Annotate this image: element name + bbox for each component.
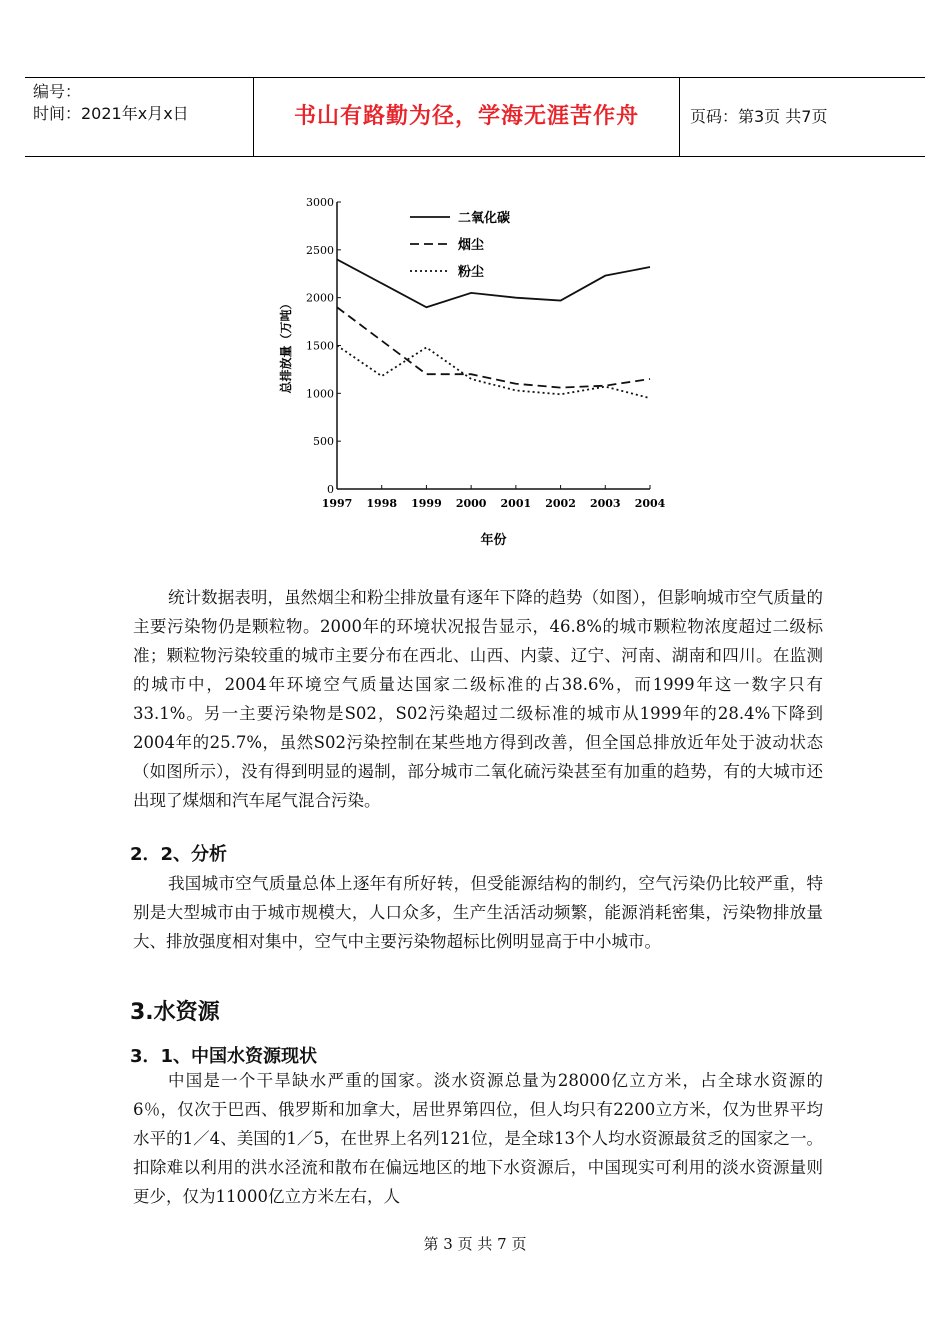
chart-svg xyxy=(270,185,690,555)
y-tick-label: 0 xyxy=(327,483,334,496)
x-tick-label: 2003 xyxy=(589,497,621,510)
page-header xyxy=(25,77,925,157)
x-tick-label: 2004 xyxy=(634,497,666,510)
x-tick-label: 2000 xyxy=(455,497,487,510)
page-info: 页码：第3页 共7页 xyxy=(690,107,828,126)
legend-label-3: 粉尘 xyxy=(458,265,485,280)
time-label: 时间：2021年x月x日 xyxy=(33,104,189,123)
y-axis-title: 总排放量（万吨） xyxy=(279,297,293,394)
motto: 书山有路勤为径，学海无涯苦作舟 xyxy=(254,78,680,156)
y-tick-label: 1500 xyxy=(306,339,334,353)
legend-label-2: 烟尘 xyxy=(458,238,485,253)
x-tick-label: 1998 xyxy=(366,497,398,510)
header-meta xyxy=(25,78,254,156)
emission-chart xyxy=(270,185,690,555)
x-tick-label: 2001 xyxy=(500,497,532,510)
y-tick-label: 2500 xyxy=(306,243,334,257)
x-tick-label: 2002 xyxy=(545,497,576,510)
series-line-3 xyxy=(337,346,650,399)
heading-3-1: 3．1、中国水资源现状 xyxy=(130,1046,318,1067)
y-tick-label: 1000 xyxy=(306,387,334,401)
paragraph-analysis: 我国城市空气质量总体上逐年有所好转，但受能源结构的制约，空气污染仍比较严重，特别是大型城市由于城市规模大，人口众多，生产生活活动频繁，能源消耗密集，污染物排放量大、排放强度相对集中，空气中主要污染物超标比例明显高于中小城市。 xyxy=(133,874,823,951)
heading-3: 3.水资源 xyxy=(130,1000,220,1025)
y-tick-label: 3000 xyxy=(306,196,334,209)
legend-label-1: 二氧化碳 xyxy=(458,211,511,226)
y-tick-label: 500 xyxy=(313,435,334,449)
series-line-1 xyxy=(337,259,650,307)
heading-2-2: 2．2、分析 xyxy=(130,844,228,865)
y-tick-label: 2000 xyxy=(306,291,334,305)
paragraph-water-status: 中国是一个干旱缺水严重的国家。淡水资源总量为28000亿立方米，占全球水资源的6％，仅次于巴西、俄罗斯和加拿大，居世界第四位，但人均只有2200立方米，仅为世界平均水平的1／4、美国的1／5，在世界上名列121位，是全球13个人均水资源最贫乏的国家之一。扣除难以利用的洪水泾流和散布在偏远地区的地下水资源后，中国现实可利用的淡水资源量则更少，仅为11000亿立方米左右，人 xyxy=(133,1071,823,1206)
x-axis-title: 年份 xyxy=(480,533,507,548)
paragraph-pollution-stats: 统计数据表明，虽然烟尘和粉尘排放量有逐年下降的趋势（如图），但影响城市空气质量的主要污染物仍是颗粒物。2000年的环境状况报告显示，46.8%的城市颗粒物浓度超过二级标准；颗粒物污染较重的城市主要分布在西北、山西、内蒙、辽宁、河南、湖南和四川。在监测的城市中，2004年环境空气质量达国家二级标准的占38.6%，而1999年这一数字只有33.1%。另一主要污染物是S02，S02污染超过二级标准的城市从1999年的28.4%下降到2004年的25.7%，虽然S02污染控制在某些地方得到改善，但全国总排放近年处于波动状态（如图所示），没有得到明显的遏制，部分城市二氧化硫污染甚至有加重的趋势，有的大城市还出现了煤烟和汽车尾气混合污染。 xyxy=(133,588,823,810)
page-footer: 第 3 页 共 7 页 xyxy=(423,1235,527,1253)
x-tick-label: 1999 xyxy=(411,497,442,510)
number-label: 编号： xyxy=(33,82,82,101)
x-tick-label: 1997 xyxy=(321,497,353,510)
